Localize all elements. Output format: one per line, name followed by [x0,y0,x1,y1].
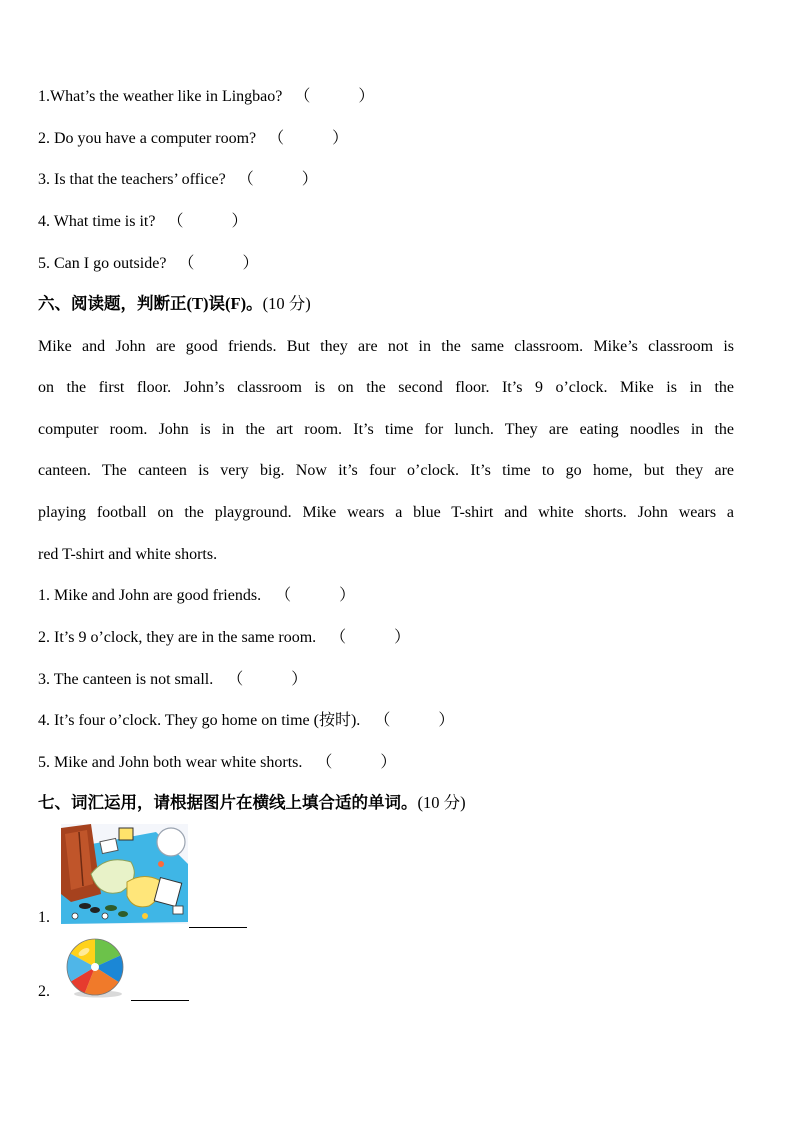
answer-blank-1[interactable] [189,913,247,928]
judge-item-3: 3. The canteen is not small. （ ） [38,671,308,688]
question-4: 4. What time is it? （ ） [38,213,248,230]
section-7-heading: 七、词汇运用，请根据图片在横线上填合适的单词。(10 分) [38,793,466,812]
passage-line: Mike and John are good friends. But they are not in the same classroom. Mike’s classroom is [38,338,734,355]
question-1: 1.What’s the weather like in Lingbao? （ ） [38,88,375,105]
question-3: 3. Is that the teachers’ office? （ ） [38,171,318,188]
section-6-heading: 六、阅读题，判断正(T)误(F)。(10 分) [38,294,311,313]
beach-ball-icon [62,938,128,998]
vocab-item-2: 2. [38,983,50,1000]
judge-item-4: 4. It’s four o’clock. They go home on time (按时). （ ） [38,712,455,729]
judge-item-2: 2. It’s 9 o’clock, they are in the same room. （ ） [38,629,411,646]
question-5: 5. Can I go outside? （ ） [38,255,259,272]
vocab-item-1: 1. [38,909,50,926]
question-2: 2. Do you have a computer room? （ ） [38,130,349,147]
passage-line: computer room. John is in the art room. It’s time for lunch. They are eating noodles in the [38,421,734,438]
messy-room-illustration [61,824,188,924]
passage-line: playing football on the playground. Mike wears a blue T-shirt and white shorts. John wears a [38,504,734,521]
answer-blank-2[interactable] [131,986,189,1001]
judge-item-1: 1. Mike and John are good friends. （ ） [38,587,356,604]
beach-ball-picture [62,938,128,998]
passage-line: canteen. The canteen is very big. Now it’s four o’clock. It’s time to go home, but they are [38,462,734,479]
passage-line: on the first floor. John’s classroom is on the second floor. It’s 9 o’clock. Mike is in the [38,379,734,396]
judge-item-5: 5. Mike and John both wear white shorts. （ ） [38,754,397,771]
messy-room-picture [61,824,188,924]
passage-line: red T-shirt and white shorts. [38,546,218,563]
